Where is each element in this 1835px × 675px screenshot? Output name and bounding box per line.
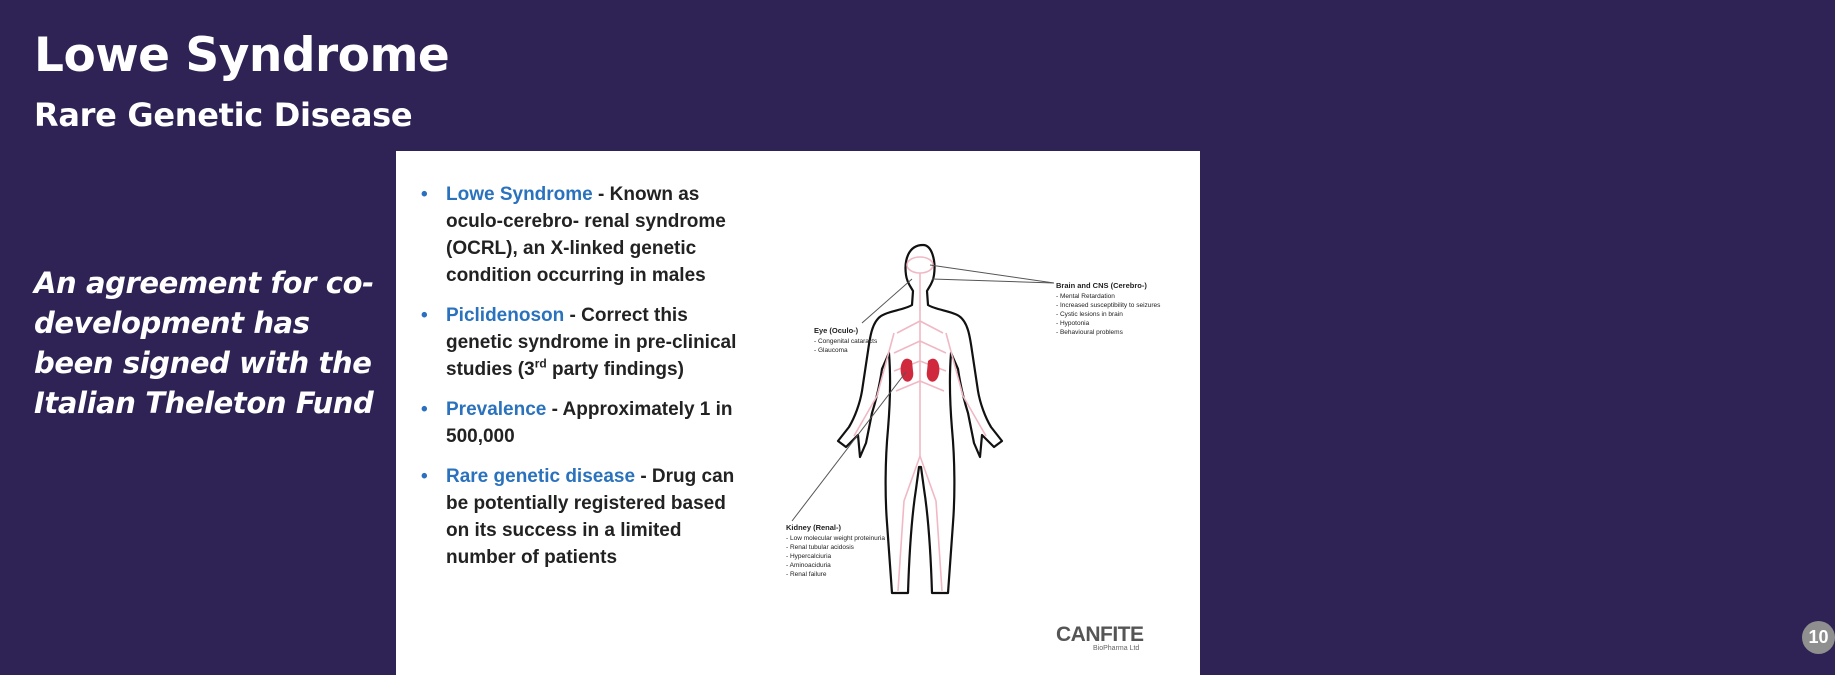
bullet-text: - Known as oculo-cerebro- renal syndrome (OCRL), an X-linked genetic condition occurring in males (446, 184, 726, 286)
kidney-item: - Hypercalciuria (786, 553, 832, 560)
kidney-item: - Aminoaciduria (786, 562, 831, 569)
eye-item: - Glaucoma (814, 347, 848, 354)
brain-heading: Brain and CNS (Cerebro-) (1056, 281, 1147, 290)
kidney-item: - Renal failure (786, 571, 827, 578)
eye-item: - Congenital cataracts (814, 338, 878, 345)
brain-item: - Increased susceptibility to seizures (1056, 302, 1161, 309)
bullet-piclidenoson (418, 302, 738, 383)
bullet-dot-icon: • (421, 184, 428, 205)
brain-item: - Behavioural problems (1056, 329, 1123, 336)
page-number-badge: 10 (1802, 621, 1835, 654)
agreement-statement: An agreement for co-development has been signed with the Italian Theleton Fund (34, 266, 374, 420)
bullet-text: - Approximately 1 in 500,000 (446, 399, 733, 447)
content-panel (396, 151, 1829, 675)
bullet-prevalence (418, 396, 738, 450)
kidney-item: - Low molecular weight proteinuria (786, 535, 885, 542)
brain-item: - Cystic lesions in brain (1056, 311, 1123, 318)
bullet-dot-icon: • (421, 466, 428, 487)
slide-title: Lowe Syndrome (34, 28, 450, 83)
bullet-term: Prevalence (446, 399, 547, 420)
bullet-list (418, 181, 738, 584)
bullet-text: - Correct this genetic syndrome in pre-clinical studies (3 (446, 305, 737, 380)
body-diagram (782, 221, 1202, 601)
bullet-text: - Drug can be potentially registered based on its success in a limited number of patients (446, 466, 735, 568)
kidney-heading: Kidney (Renal-) (786, 523, 842, 532)
bullet-lowe-syndrome (418, 181, 738, 289)
kidney-callout (786, 523, 885, 578)
logo-name: CANFITE (1056, 623, 1144, 646)
bullet-term: Rare genetic disease (446, 466, 636, 487)
slide-subtitle: Rare Genetic Disease (34, 96, 413, 134)
canfite-logo (1056, 621, 1829, 661)
bullet-dot-icon: • (421, 305, 428, 326)
brain-item: - Hypotonia (1056, 320, 1090, 327)
bullet-term: Piclidenoson (446, 305, 565, 326)
bullet-superscript: rd (534, 356, 547, 371)
brain-callout (1056, 281, 1161, 336)
eye-heading: Eye (Oculo-) (814, 326, 859, 335)
logo-tagline: BioPharma Ltd (1093, 645, 1140, 652)
bullet-dot-icon: • (421, 399, 428, 420)
bullet-term: Lowe Syndrome (446, 184, 593, 205)
bullet-text-after: party findings) (546, 359, 684, 380)
brain-item: - Mental Retardation (1056, 293, 1115, 300)
bullet-rare-genetic-disease (418, 463, 738, 571)
kidney-item: - Renal tubular acidosis (786, 544, 854, 551)
